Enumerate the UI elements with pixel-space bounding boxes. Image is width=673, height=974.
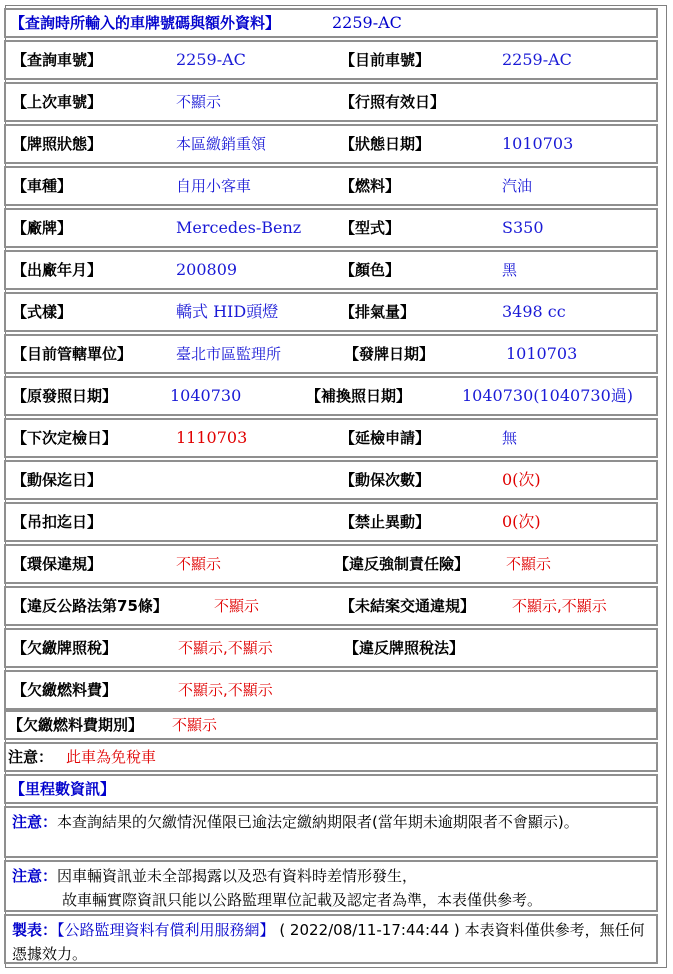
- info-value: 200809: [176, 260, 238, 279]
- fuel-period-value: 不顯示: [172, 716, 218, 734]
- fuel-period-label: 【欠繳燃料費期別】: [8, 716, 144, 734]
- info-value: 1040730: [170, 386, 242, 405]
- info-label: 【目前車號】: [340, 51, 431, 69]
- info-value: 本區繳銷重領: [176, 135, 267, 153]
- info-value: 不顯示: [176, 93, 222, 111]
- footer-label: 製表：: [12, 921, 58, 939]
- info-value: 不顯示: [506, 555, 552, 573]
- info-label: 【違反牌照稅法】: [344, 639, 465, 657]
- info-value: 黑: [502, 261, 518, 279]
- info-label: 【補換照日期】: [306, 387, 412, 405]
- info-value: 1110703: [176, 428, 248, 447]
- info-row: [4, 544, 658, 584]
- info-label: 【禁止異動】: [340, 513, 431, 531]
- tax-note-row: [4, 742, 658, 772]
- note1-paragraph: [12, 810, 650, 834]
- info-row: [4, 586, 658, 626]
- info-row: [4, 124, 658, 164]
- footer-paragraph: [12, 918, 650, 966]
- info-label: 【行照有效日】: [340, 93, 446, 111]
- info-row: [4, 628, 658, 668]
- info-label: 【燃料】: [340, 177, 401, 195]
- query-header-row: [4, 8, 658, 38]
- info-row: [4, 670, 658, 710]
- footer-tail: 本表資料僅供參考，無任何憑據效力。: [12, 921, 645, 963]
- info-label: 【未結案交通違規】: [340, 597, 476, 615]
- note1-text: 本查詢結果的欠繳情況僅限已逾法定繳納期限者(當年期未逾期限者不會顯示)。: [57, 813, 579, 831]
- info-label: 【出廠年月】: [12, 261, 103, 279]
- info-label: 【原發照日期】: [12, 387, 118, 405]
- info-label: 【下次定檢日】: [12, 429, 118, 447]
- info-value: 不顯示: [176, 555, 222, 573]
- note2-line1: 因車輛資訊並未全部揭露以及恐有資料時差情形發生，: [57, 867, 418, 885]
- info-label: 【狀態日期】: [340, 135, 431, 153]
- info-value: 不顯示,不顯示: [178, 639, 273, 657]
- tax-note-value: 此車為免稅車: [66, 748, 157, 766]
- info-value: 不顯示,不顯示: [512, 597, 607, 615]
- mileage-header: 【里程數資訊】: [10, 780, 116, 798]
- info-value: 2259-AC: [502, 50, 572, 69]
- info-label: 【違反強制責任險】: [334, 555, 470, 573]
- info-label: 【顏色】: [340, 261, 401, 279]
- info-label: 【動保次數】: [340, 471, 431, 489]
- info-row: [4, 82, 658, 122]
- info-label: 【排氣量】: [340, 303, 416, 321]
- info-row: [4, 418, 658, 458]
- info-label: 【牌照狀態】: [12, 135, 103, 153]
- tax-note-label: 注意：: [8, 748, 54, 766]
- info-label: 【式樣】: [12, 303, 73, 321]
- info-value: 自用小客車: [176, 177, 252, 195]
- info-row: [4, 502, 658, 542]
- info-label: 【違反公路法第75條】: [12, 597, 168, 615]
- fuel-period-row: [4, 710, 658, 740]
- info-row: [4, 250, 658, 290]
- info-row: [4, 376, 658, 416]
- info-value: 轎式 HID頭燈: [176, 302, 279, 321]
- info-label: 【上次車號】: [12, 93, 103, 111]
- footer-row: [4, 914, 658, 964]
- info-label: 【查詢車號】: [12, 51, 103, 69]
- info-value: 無: [502, 429, 518, 447]
- info-value: S350: [502, 218, 544, 237]
- info-value: 0(次): [502, 470, 541, 489]
- info-value: 2259-AC: [176, 50, 246, 69]
- info-label: 【廠牌】: [12, 219, 73, 237]
- info-label: 【欠繳牌照稅】: [12, 639, 118, 657]
- info-label: 【目前管轄單位】: [12, 345, 133, 363]
- info-row: [4, 208, 658, 248]
- info-label: 【吊扣迄日】: [12, 513, 103, 531]
- info-row: [4, 292, 658, 332]
- note2-paragraph: [12, 864, 650, 912]
- note2-label: 注意：: [12, 867, 58, 885]
- info-value: 不顯示: [214, 597, 260, 615]
- info-label: 【車種】: [12, 177, 73, 195]
- info-value: 1040730(1040730過): [462, 386, 634, 405]
- info-value: 1010703: [506, 344, 578, 363]
- footer-source: 【公路監理資料有償利用服務網】: [57, 921, 275, 939]
- note1-label: 注意：: [12, 813, 58, 831]
- info-label: 【型式】: [340, 219, 401, 237]
- info-label: 【欠繳燃料費】: [12, 681, 118, 699]
- info-row: [4, 40, 658, 80]
- note1-row: [4, 806, 658, 858]
- info-label: 【環保違規】: [12, 555, 103, 573]
- info-value: 3498 cc: [502, 302, 566, 321]
- info-value: Mercedes-Benz: [176, 218, 302, 237]
- info-value: 汽油: [502, 177, 533, 195]
- query-header-title: 【查詢時所輸入的車牌號碼與額外資料】: [10, 14, 281, 32]
- info-value: 不顯示,不顯示: [178, 681, 273, 699]
- info-value: 臺北市區監理所: [176, 345, 282, 363]
- info-label: 【動保迄日】: [12, 471, 103, 489]
- info-value: 1010703: [502, 134, 574, 153]
- note2-line2: 故車輛實際資訊只能以公路監理單位記載及認定者為準，本表僅供參考。: [62, 891, 543, 909]
- info-row: [4, 334, 658, 374]
- query-header-plate: 2259-AC: [332, 13, 402, 32]
- info-value: 0(次): [502, 512, 541, 531]
- info-row: [4, 166, 658, 206]
- info-label: 【延檢申請】: [340, 429, 431, 447]
- footer-time: ( 2022/08/11-17:44:44 ): [279, 921, 460, 939]
- info-row: [4, 460, 658, 500]
- note2-row: [4, 860, 658, 912]
- info-label: 【發牌日期】: [344, 345, 435, 363]
- mileage-row: [4, 774, 658, 804]
